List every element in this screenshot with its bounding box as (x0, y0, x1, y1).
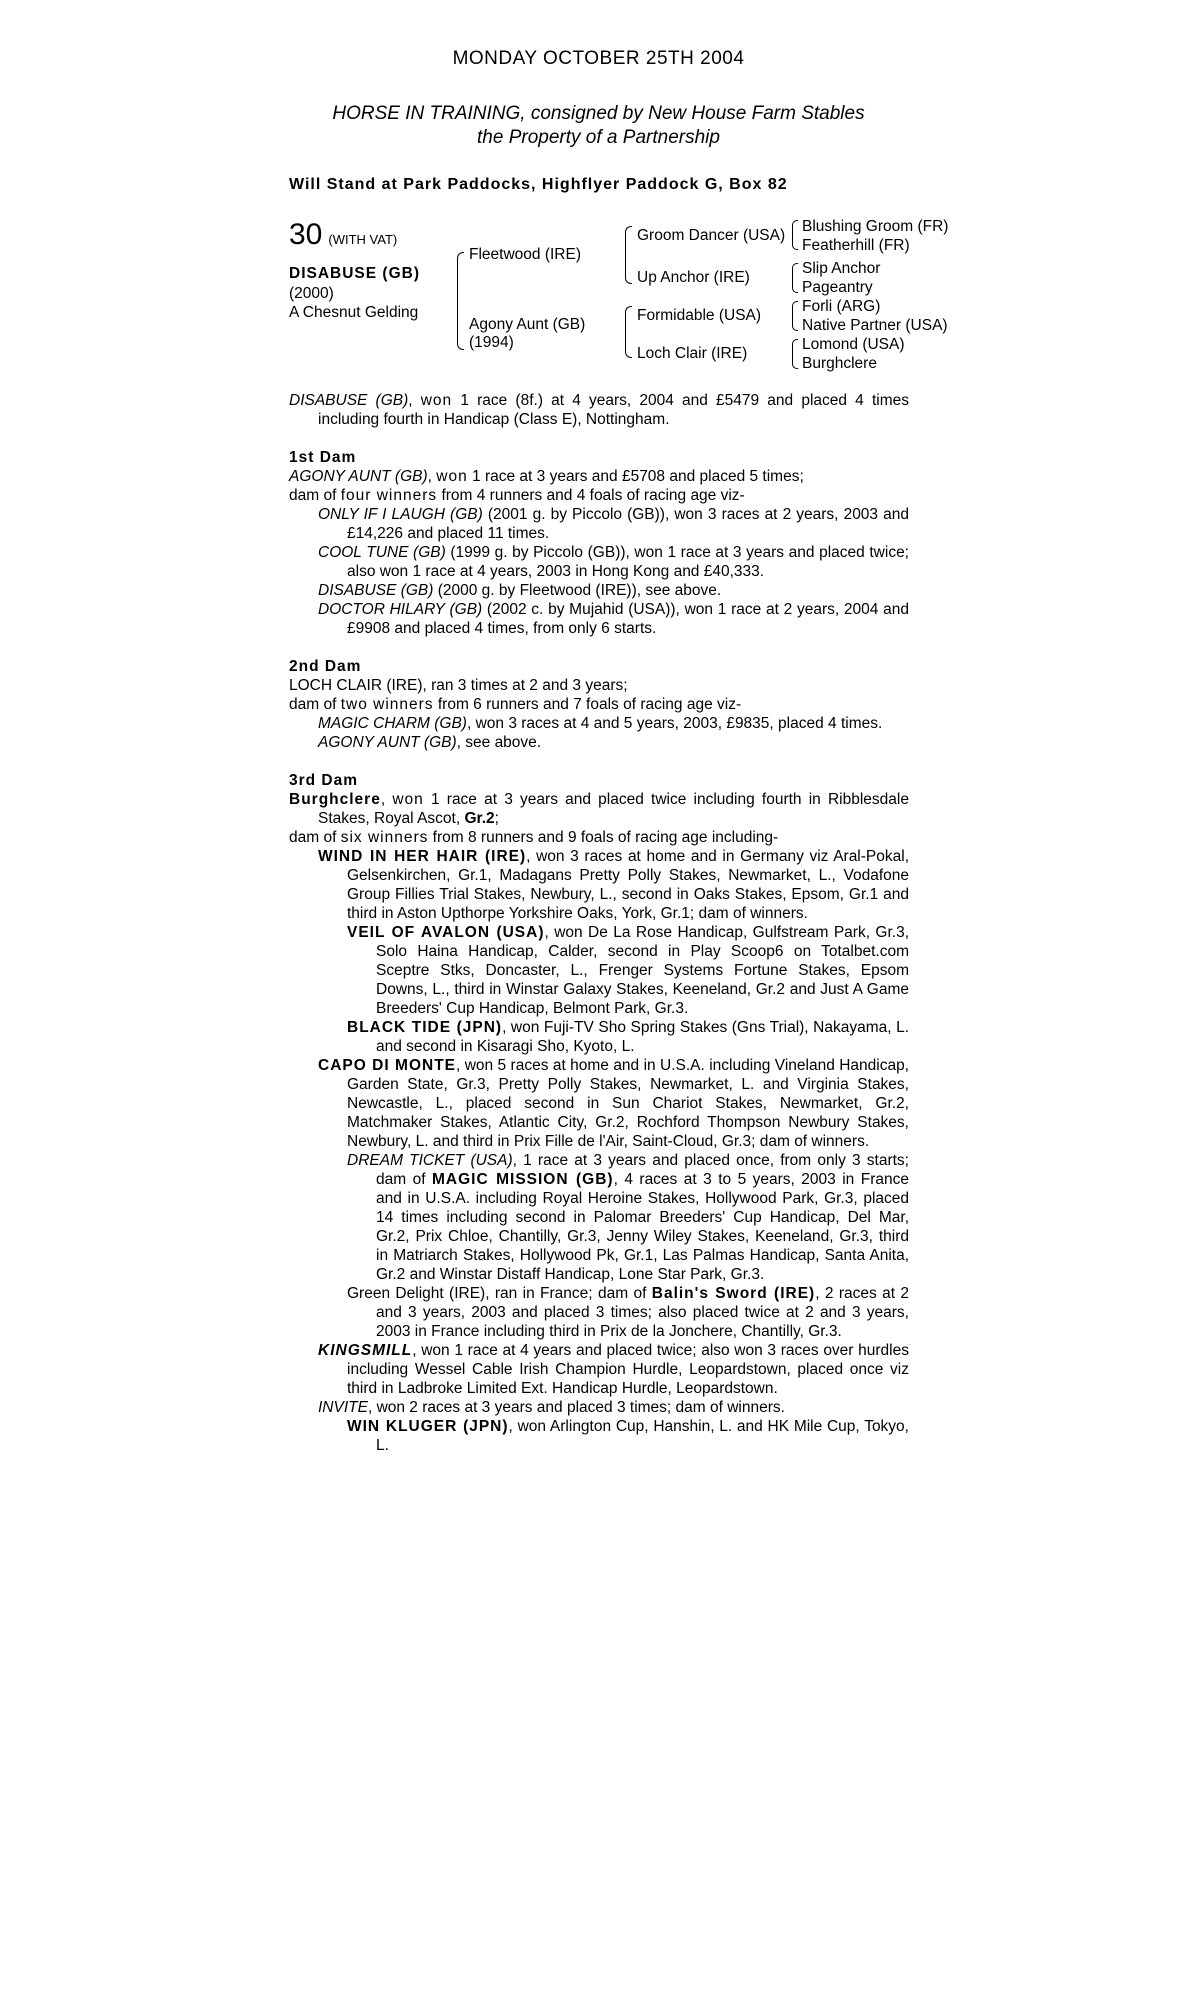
progeny-name: Balin's Sword (IRE) (651, 1285, 816, 1302)
progeny-item (289, 600, 909, 638)
first-dam-dam-of: dam of (289, 487, 341, 504)
third-dam-grade: Gr.2 (464, 810, 495, 827)
first-dam-name: AGONY AUNT (GB) (289, 468, 428, 485)
pedigree-sire: Fleetwood (IRE) (469, 246, 581, 263)
progeny-item (289, 505, 909, 543)
second-dam-record: LOCH CLAIR (IRE), ran 3 times at 2 and 3 years; (289, 677, 628, 694)
progeny-name: MAGIC MISSION (GB) (431, 1171, 614, 1188)
progeny-item (289, 543, 909, 581)
third-dam-record-end: ; (494, 810, 499, 827)
progeny-text: (1999 g. by Piccolo (GB)), won 1 race at 3 years and placed twice; also won 1 race at 4 years, 2003 in Hong Kong and £40,333. (347, 544, 909, 580)
progeny-item (289, 581, 909, 600)
progeny-item (289, 923, 909, 1018)
pedigree-brace-sire (625, 226, 632, 284)
third-dam-produce (289, 828, 909, 847)
summary-text-b: 1 race (8f.) at 4 years, 2004 and £5479 and placed 4 times including fourth in Handicap (Class E), Nottingham. (318, 392, 909, 428)
progeny-name: BLACK TIDE (JPN) (347, 1019, 503, 1036)
horse-year: (2000) (289, 285, 334, 302)
third-dam-winners: six winners (340, 829, 429, 846)
third-dam-produce-text: from 8 runners and 9 foals of racing age including- (428, 829, 779, 846)
progeny-item (289, 1284, 909, 1341)
summary-paragraph (289, 391, 909, 429)
progeny-name: DREAM TICKET (USA) (347, 1152, 513, 1169)
horse-name: DISABUSE (GB) (289, 265, 420, 282)
progeny-text: , won 3 races at 4 and 5 years, 2003, £9835, placed 4 times. (466, 715, 883, 732)
pedigree-g2: Featherhill (FR) (802, 237, 910, 254)
progeny-item (289, 1417, 909, 1455)
first-dam-record: AGONY AUNT (GB), won 1 race at 3 years and £5708 and placed 5 times; (289, 468, 804, 485)
second-dam-produce-text: from 6 runners and 7 foals of racing age viz- (433, 696, 742, 713)
lot-number-row (289, 218, 397, 252)
horse-description: A Chesnut Gelding (289, 304, 419, 321)
summary-text-a: , (408, 392, 421, 409)
pedigree-dam-year: (1994) (469, 334, 514, 351)
progeny-text: , won 1 race at 4 years and placed twice; also won 3 races over hurdles including Wessel Cable Irish Champion Hurdle, Leopardstown, placed once viz third in Ladbroke Limited Ext. Handicap Hurdle, Leopardstown. (347, 1342, 909, 1397)
pedigree-brace-dam (625, 306, 632, 358)
pedigree-brace-g4 (792, 339, 798, 369)
pedigree-sire-sire: Groom Dancer (USA) (637, 227, 786, 244)
pedigree-g8: Burghclere (802, 355, 877, 372)
progeny-name: AGONY AUNT (GB) (318, 734, 457, 751)
third-dam-name: Burghclere (289, 791, 381, 808)
progeny-name: VEIL OF AVALON (USA) (347, 924, 545, 941)
progeny-text: , see above. (456, 734, 542, 751)
pedigree-g4: Pageantry (802, 279, 873, 296)
first-dam-won: won (436, 468, 468, 485)
sale-date: MONDAY OCTOBER 25TH 2004 (452, 48, 745, 69)
third-dam-heading: 3rd Dam (289, 772, 359, 789)
pedigree-g1: Blushing Groom (FR) (802, 218, 949, 235)
second-dam-dam-of: dam of (289, 696, 341, 713)
progeny-item (289, 714, 909, 733)
lot-number: 30 (289, 218, 323, 251)
second-dam-winners: two winners (340, 696, 434, 713)
progeny-item (289, 1151, 909, 1284)
consignor-line-2: the Property of a Partnership (477, 127, 720, 148)
lot-vat: (WITH VAT) (328, 232, 398, 247)
pedigree-g3: Slip Anchor (802, 260, 881, 277)
consignor-line-1: HORSE IN TRAINING, consigned by New House Farm Stables (332, 103, 865, 124)
progeny-text: , won 2 races at 3 years and placed 3 times; dam of winners. (367, 1399, 785, 1416)
progeny-text: , won De La Rose Handicap, Gulfstream Park, Gr.3, Solo Haina Handicap, Calder, second in Play Scoop6 on Totalbet.com Sceptre Stks, Doncaster, L., Frenger Systems Fortune Stakes, Epsom Downs, L., third in Winstar Galaxy Stakes, Keeneland, Gr.2 and Just A Game Breeders' Cup Handicap, Belmont Park, Gr.3. (376, 924, 910, 1017)
progeny-name: DISABUSE (GB) (318, 582, 434, 599)
progeny-text: , 4 races at 3 to 5 years, 2003 in France and in U.S.A. including Royal Heroine Stakes, Hollywood Park, Gr.3, placed 14 times including second in Palomar Breeders' Cup Handicap, Del Mar, Gr.2, Prix Chloe, Chantilly, Gr.3, Jenny Wiley Stakes, Keeneland, Gr.3, third in Matriarch Stakes, Hollywood Pk, Gr.1, Las Palmas Handicap, Santa Anita, Gr.2 and Winstar Distaff Handicap, Lone Star Park, Gr.3. (376, 1171, 909, 1283)
progeny-text: , won Fuji-TV Sho Spring Stakes (Gns Trial), Nakayama, L. and second in Kisaragi Sho, Kyoto, L. (376, 1019, 909, 1055)
progeny-text: Green Delight (IRE), ran in France; dam of (347, 1285, 652, 1302)
third-dam-record: Burghclere, won 1 race at 3 years and placed twice including fourth in Ribblesdale Stakes, Royal Ascot, Gr.2; (289, 791, 909, 827)
third-dam-record-text: 1 race at 3 years and placed twice including fourth in Ribblesdale Stakes, Royal Ascot, (318, 791, 909, 827)
progeny-text: , 1 race at 3 years and placed once, from only 3 starts; dam of (376, 1152, 909, 1188)
first-dam-record-text: 1 race at 3 years and £5708 and placed 5 times; (467, 468, 804, 485)
first-dam-winners: four winners (340, 487, 438, 504)
catalogue-body (289, 391, 909, 1455)
progeny-name: KINGSMILL (318, 1342, 413, 1359)
progeny-name: MAGIC CHARM (GB) (318, 715, 467, 732)
progeny-name: DOCTOR HILARY (GB) (318, 601, 483, 618)
stand-location: Will Stand at Park Paddocks, Highflyer Paddock G, Box 82 (289, 176, 788, 193)
progeny-name: COOL TUNE (GB) (318, 544, 446, 561)
pedigree-dam-dam: Loch Clair (IRE) (637, 345, 748, 362)
pedigree-dam-sire: Formidable (USA) (637, 307, 762, 324)
first-dam-produce-text: from 4 runners and 4 foals of racing age viz- (437, 487, 745, 504)
progeny-item (289, 1398, 909, 1417)
pedigree-sire-dam: Up Anchor (IRE) (637, 269, 750, 286)
progeny-text: , won Arlington Cup, Hanshin, L. and HK Mile Cup, Tokyo, L. (376, 1418, 909, 1454)
pedigree-brace-g1 (792, 220, 798, 250)
progeny-name: WIN KLUGER (JPN) (347, 1418, 509, 1435)
pedigree-brace-g3 (792, 301, 798, 331)
progeny-item (289, 847, 909, 923)
progeny-text: (2000 g. by Fleetwood (IRE)), see above. (433, 582, 722, 599)
progeny-name: WIND IN HER HAIR (IRE) (318, 848, 527, 865)
second-dam-heading: 2nd Dam (289, 658, 362, 675)
pedigree-g7: Lomond (USA) (802, 336, 905, 353)
third-dam-dam-of: dam of (289, 829, 341, 846)
second-dam-produce (289, 695, 909, 714)
progeny-name: INVITE (318, 1399, 368, 1416)
progeny-item (289, 1018, 909, 1056)
first-dam-produce (289, 486, 909, 505)
progeny-text: (2002 c. by Mujahid (USA)), won 1 race at 2 years, 2004 and £9908 and placed 4 times, from only 6 starts. (347, 601, 909, 637)
progeny-text: (2001 g. by Piccolo (GB)), won 3 races at 2 years, 2003 and £14,226 and placed 11 times. (347, 506, 909, 542)
progeny-text: , won 5 races at home and in U.S.A. including Vineland Handicap, Garden State, Gr.3, Pretty Polly Stakes, Newmarket, L. and Virginia Stakes, Newcastle, L., placed second in Sun Chariot Stakes, Newmarket, Gr.2, Matchmaker Stakes, Atlantic City, Gr.2, Rochford Thompson Newbury Stakes, Newbury, L. and third in Prix Fille de l'Air, Saint-Cloud, Gr.3; dam of winners. (347, 1057, 909, 1150)
pedigree-brace-g2 (792, 263, 798, 293)
progeny-name: CAPO DI MONTE (318, 1057, 457, 1074)
summary-won: won (420, 392, 453, 409)
pedigree-g6: Native Partner (USA) (802, 317, 948, 334)
progeny-item (289, 733, 909, 752)
pedigree-brace-main (457, 252, 464, 350)
pedigree-g5: Forli (ARG) (802, 298, 881, 315)
progeny-item (289, 1341, 909, 1398)
progeny-item (289, 1056, 909, 1151)
first-dam-heading: 1st Dam (289, 449, 357, 466)
pedigree-dam: Agony Aunt (GB) (469, 316, 586, 333)
summary-horse-name: DISABUSE (GB) (289, 392, 409, 409)
progeny-text: , 2 races at 2 and 3 years, 2003 and placed 3 times; also placed twice at 2 and 3 years, 2003 in France including third in Prix de la Jonchere, Chantilly, Gr.3. (376, 1285, 910, 1340)
progeny-text: , won 3 races at home and in Germany viz Aral-Pokal, Gelsenkirchen, Gr.1, Madagans Pretty Polly Stakes, Newmarket, L., Vodafone Group Fillies Trial Stakes, Newbury, L., second in Oaks Stakes, Epsom, Gr.1 and third in Aston Upthorpe Yorkshire Oaks, York, Gr.1; dam of winners. (347, 848, 909, 922)
progeny-name: ONLY IF I LAUGH (GB) (318, 506, 483, 523)
third-dam-won: won (392, 791, 424, 808)
